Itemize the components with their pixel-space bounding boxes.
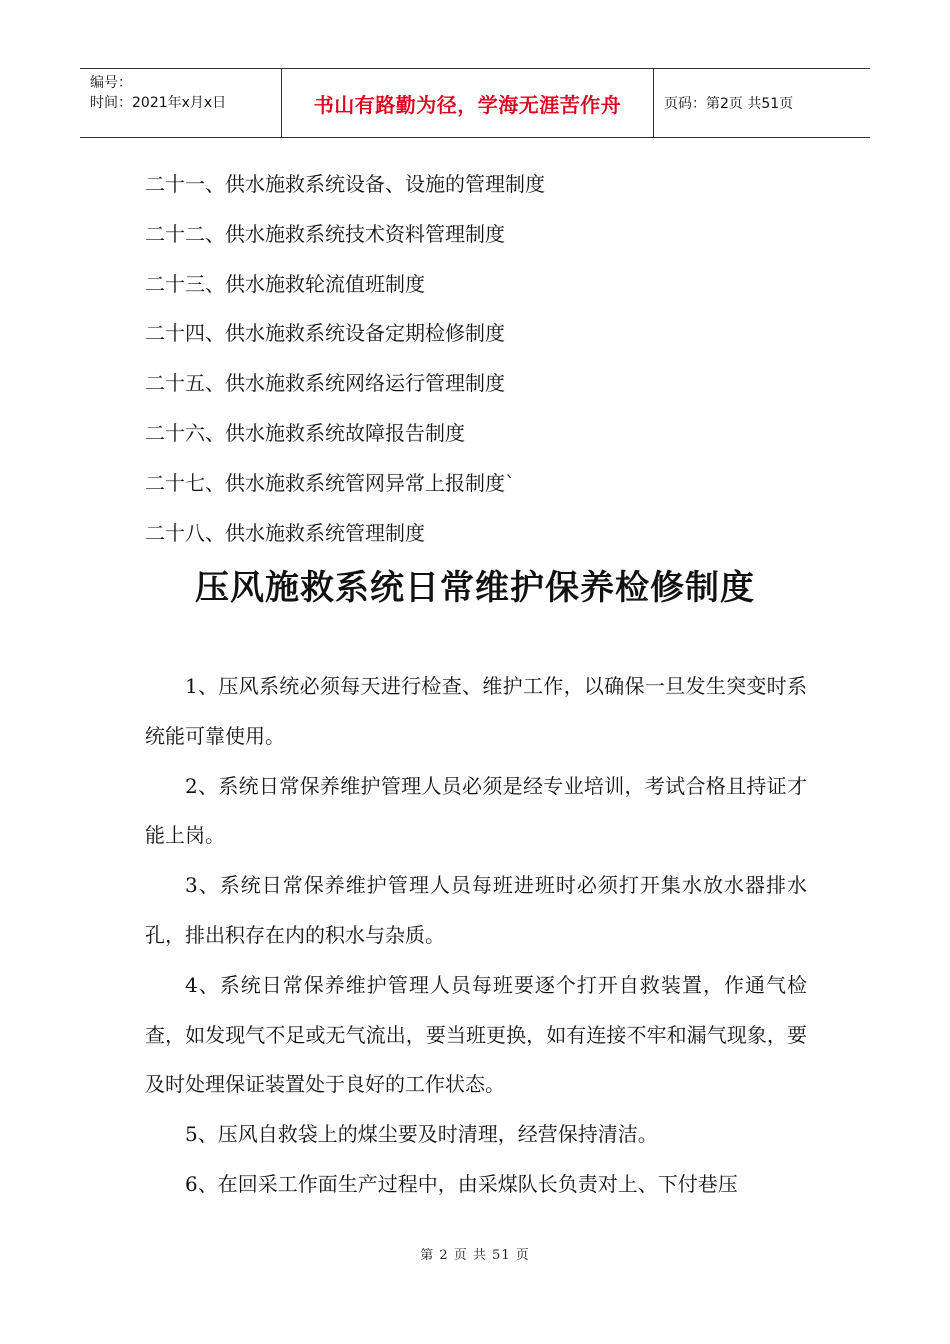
toc-item: 二十四、供水施救系统设备定期检修制度 [145, 321, 505, 346]
header-meta [80, 69, 282, 137]
header-date-label: 时间：2021年x月x日 [90, 95, 227, 111]
page-footer: 第 2 页 共 51 页 [420, 1248, 530, 1263]
body-paragraph: 5、压风自救袋上的煤尘要及时清理，经营保持清洁。 [185, 1122, 658, 1147]
toc-item: 二十七、供水施救系统管网异常上报制度` [145, 470, 515, 495]
document-body [145, 662, 807, 1210]
toc-item: 二十一、供水施救系统设备、设施的管理制度 [145, 172, 545, 196]
header-number-label: 编号： [90, 75, 132, 91]
header-page-info: 页码：第2页 共51页 [664, 96, 794, 112]
body-paragraph: 2、系统日常保养维护管理人员必须是经专业培训，考试合格且持证才能上岗。 [145, 773, 807, 848]
toc-item: 二十三、供水施救轮流值班制度 [145, 271, 425, 296]
header-motto: 书山有路勤为径，学海无涯苦作舟 [282, 69, 654, 137]
toc-item: 二十五、供水施救系统网络运行管理制度 [145, 371, 505, 396]
body-paragraph: 4、系统日常保养维护管理人员每班要逐个打开自救装置，作通气检查，如发现气不足或无气流出，要当班更换，如有连接不牢和漏气现象，要及时处理保证装置处于良好的工作状态。 [145, 972, 807, 1097]
body-paragraph: 3、系统日常保养维护管理人员每班进班时必须打开集水放水器排水孔，排出积存在内的积水与杂质。 [145, 873, 807, 947]
toc-item: 二十八、供水施救系统管理制度 [145, 520, 425, 545]
body-paragraph: 6、在回采工作面生产过程中，由采煤队长负责对上、下付巷压 [185, 1171, 738, 1196]
body-paragraph: 1、压风系统必须每天进行检查、维护工作，以确保一旦发生突变时系统能可靠使用。 [145, 674, 807, 748]
toc-item: 二十六、供水施救系统故障报告制度 [145, 420, 465, 445]
table-of-contents [145, 163, 825, 561]
page-header [80, 68, 870, 138]
toc-item: 二十二、供水施救系统技术资料管理制度 [145, 221, 505, 246]
document-title: 压风施救系统日常维护保养检修制度 [195, 568, 755, 608]
